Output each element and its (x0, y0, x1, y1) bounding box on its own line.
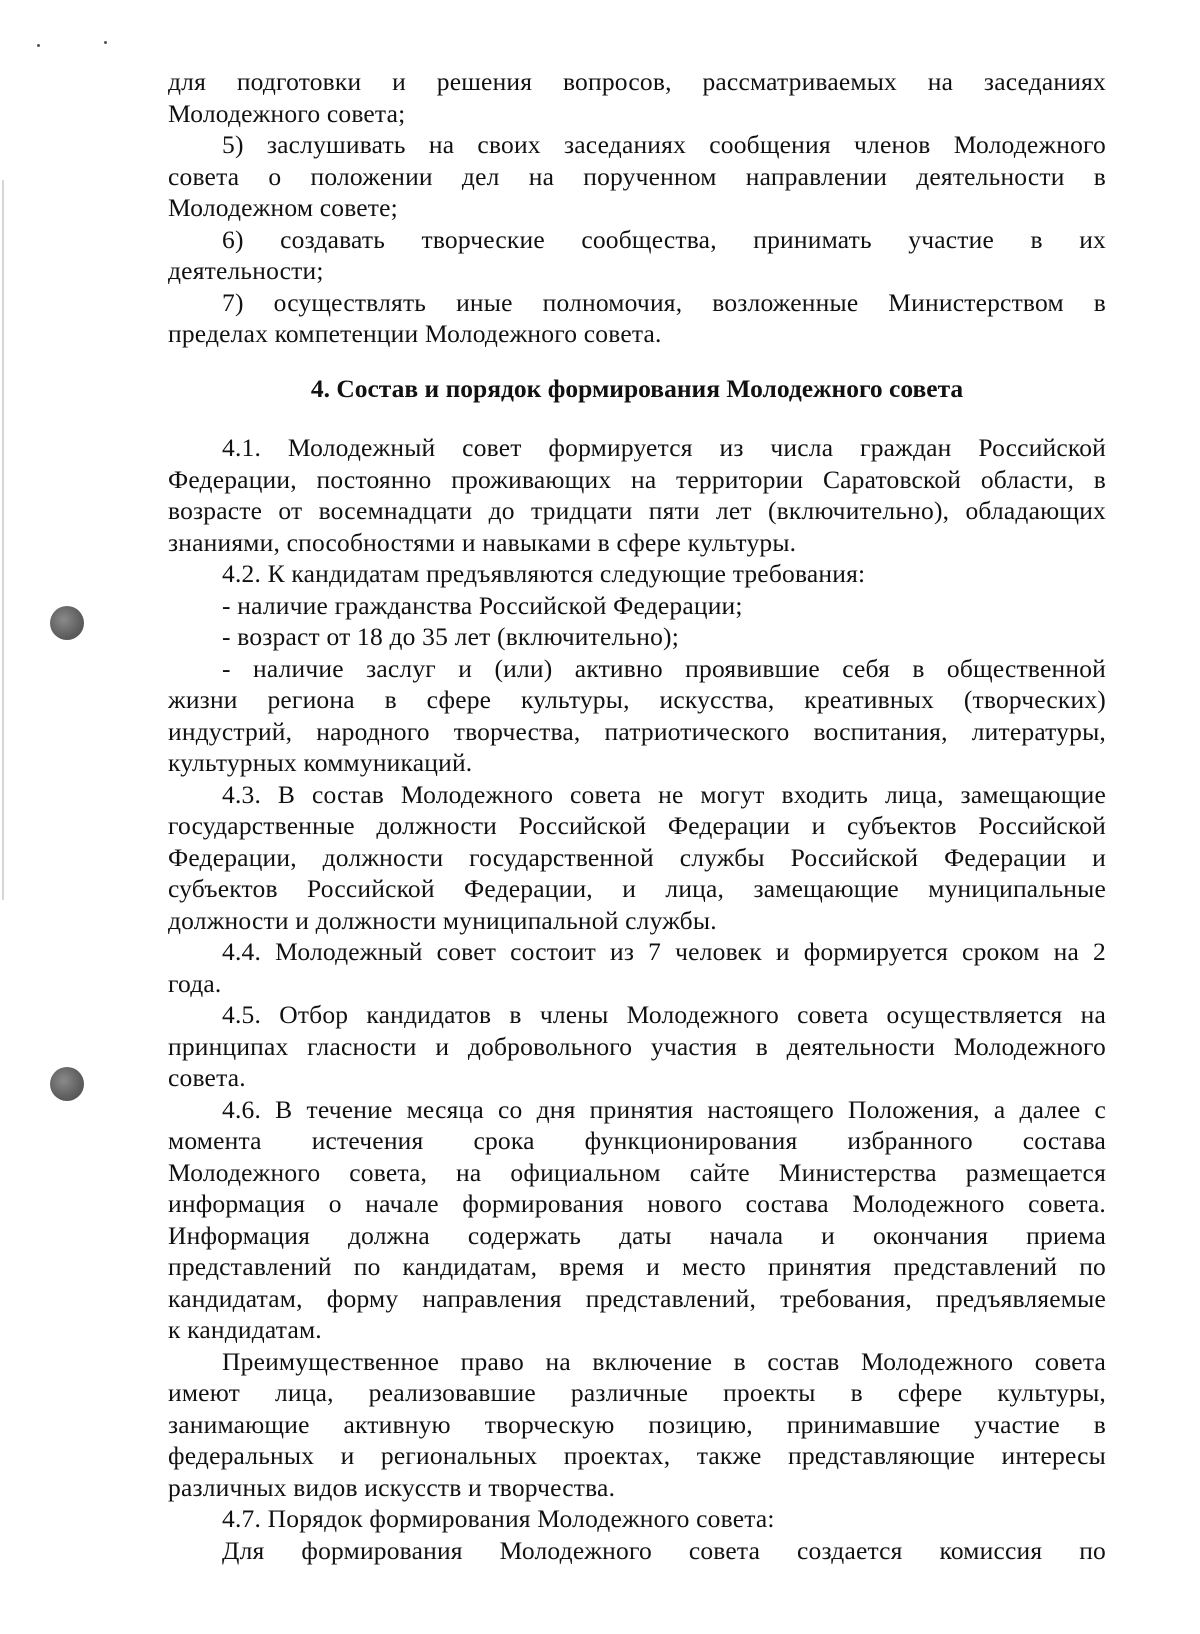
paragraphs-body (168, 432, 1106, 1566)
text-line: Молодежного совета; (168, 98, 406, 128)
text-line: для подготовки и решения вопросов, рассматриваемых на заседаниях (168, 67, 1106, 96)
text-line: 4.6. В течение месяца со дня принятия настоящего Положения, а далее с (222, 1094, 1106, 1124)
text-line: - возраст от 18 до 35 лет (включительно); (222, 622, 679, 651)
text-line: 6) создавать творческие сообщества, принимать участие в их (222, 224, 1106, 254)
punch-hole-mark (50, 1067, 84, 1101)
text-line: принципах гласности и добровольного участия в деятельности Молодежного (168, 1031, 1106, 1061)
text-line: 7) осуществлять иные полномочия, возложенные Министерством в (222, 287, 1106, 317)
text-line: индустрий, народного творчества, патриотического воспитания, литературы, (168, 716, 1106, 746)
text-line: государственные должности Российской Федерации и субъектов Российской (168, 811, 1106, 840)
text-line: 4.7. Порядок формирования Молодежного совета: (222, 1504, 775, 1533)
text-line: различных видов искусств и творчества. (168, 1472, 616, 1502)
text-line: знаниями, способностями и навыками в сфере культуры. (168, 527, 797, 557)
text-line: Преимущественное право на включение в состав Молодежного совета (222, 1346, 1106, 1376)
text-line: возрасте от восемнадцати до тридцати пяти лет (включительно), обладающих (168, 496, 1106, 525)
section-heading: 4. Состав и порядок формирования Молодежного совета (310, 373, 964, 403)
text-line: Молодежного совета, на официальном сайте Министерства размещается (168, 1157, 1106, 1187)
text-line: занимающие активную творческую позицию, принимавшие участие в (168, 1409, 1106, 1439)
text-line: Федерации, постоянно проживающих на территории Саратовской области, в (168, 464, 1106, 494)
text-line: к кандидатам. (168, 1315, 322, 1344)
text-line: жизни региона в сфере культуры, искусства, креативных (творческих) (168, 685, 1106, 714)
text-line: Федерации, должности государственной службы Российской Федерации и (168, 842, 1106, 872)
text-line: Для формирования Молодежного совета создается комиссия по (222, 1535, 1106, 1565)
text-line: - наличие заслуг и (или) активно проявившие себя в общественной (222, 653, 1106, 683)
text-line: момента истечения срока функционирования избранного состава (168, 1126, 1106, 1155)
scan-speck (37, 44, 40, 47)
text-line: 4.5. Отбор кандидатов в члены Молодежного совета осуществляется на (222, 1000, 1106, 1029)
scan-edge-shadow (2, 180, 4, 900)
paragraphs-top (168, 66, 1106, 350)
text-line: 4.4. Молодежный совет состоит из 7 человек и формируется сроком на 2 (222, 937, 1106, 966)
text-line: субъектов Российской Федерации, и лица, замещающие муниципальные (168, 874, 1106, 903)
text-line: года. (168, 968, 222, 998)
punch-hole-mark (50, 606, 84, 640)
text-line: совета о положении дел на порученном направлении деятельности в (168, 161, 1106, 191)
text-line: информация о начале формирования нового состава Молодежного совета. (168, 1189, 1106, 1218)
text-line: совета. (168, 1063, 246, 1092)
text-line: имеют лица, реализовавшие различные проекты в сфере культуры, (168, 1378, 1106, 1407)
text-line: деятельности; (168, 256, 324, 285)
text-line: 4.2. К кандидатам предъявляются следующие требования: (222, 559, 866, 588)
text-line: Информация должна содержать даты начала и окончания приема (168, 1220, 1106, 1250)
text-line: - наличие гражданства Российской Федерации; (222, 590, 743, 620)
text-line: 4.1. Молодежный совет формируется из числа граждан Российской (222, 433, 1106, 462)
text-line: федеральных и региональных проектах, также представляющие интересы (168, 1441, 1106, 1470)
text-line: должности и должности муниципальной службы. (168, 905, 717, 935)
scan-speck (104, 41, 107, 44)
text-line: Молодежном совете; (168, 193, 398, 222)
text-line: пределах компетенции Молодежного совета. (168, 319, 662, 348)
text-line: представлений по кандидатам, время и место принятия представлений по (168, 1252, 1106, 1281)
document-text (168, 66, 1106, 1566)
text-line: культурных коммуникаций. (168, 748, 473, 777)
text-line: 5) заслушивать на своих заседаниях сообщения членов Молодежного (222, 130, 1106, 159)
text-line: кандидатам, форму направления представлений, требования, предъявляемые (168, 1283, 1106, 1313)
text-line: 4.3. В состав Молодежного совета не могут входить лица, замещающие (222, 779, 1106, 809)
